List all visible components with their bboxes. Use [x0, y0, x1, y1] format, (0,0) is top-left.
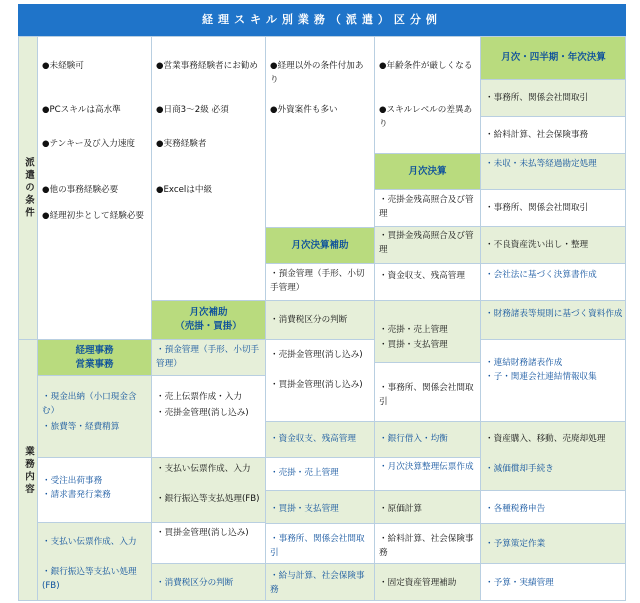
duty-item: ・預金管理（手形、小切手管理）	[156, 345, 260, 369]
duty-cell	[480, 153, 626, 189]
duty-cell	[265, 263, 374, 300]
condition-item: ●経理初歩として経験必要	[42, 211, 145, 221]
duty-cell	[480, 490, 626, 523]
duty-cell	[480, 523, 626, 563]
duty-cell	[374, 421, 480, 457]
condition-item: ●外資案件も多い	[270, 105, 338, 115]
col1-duties-group	[37, 522, 151, 601]
duty-item: ・売掛・売上管理	[270, 468, 339, 478]
condition-item: ●実務経験者	[156, 139, 207, 149]
duty-item: ・予算策定作業	[485, 539, 546, 549]
condition-item: ●スキルレベルの差異あり	[379, 105, 473, 129]
duty-item: ・売掛金管理(消し込み)	[270, 350, 363, 360]
duty-cell	[480, 563, 626, 601]
duty-cell	[480, 263, 626, 300]
duty-item: ・買掛・支払管理	[270, 504, 339, 514]
duty-item: ・売掛・売上管理	[379, 325, 448, 335]
header-monthly-closing: 月次決算	[374, 153, 480, 189]
duty-item: ・旅費等・経費精算	[42, 422, 120, 432]
duty-item: ・預金管理（手形、小切手管理）	[270, 269, 365, 293]
duty-item: ・受注出荷事務	[42, 476, 103, 486]
page	[18, 4, 626, 601]
duty-item: ・買掛・支払管理	[379, 340, 448, 350]
duty-item: ・支払い伝票作成、入力	[42, 537, 137, 547]
duty-item: ・請求書発行業務	[42, 490, 111, 500]
duty-item: ・不良資産洗い出し・整理	[485, 240, 589, 250]
duty-item: ・買掛金管理(消し込み)	[270, 380, 363, 390]
duty-cell	[265, 563, 374, 601]
duty-item: ・連結財務諸表作成	[485, 358, 563, 368]
duty-cell	[374, 189, 480, 226]
col2-conditions	[151, 36, 265, 300]
duty-item: ・給料計算、社会保険事務	[379, 534, 474, 558]
duty-cell	[480, 189, 626, 226]
duty-cell	[265, 300, 374, 339]
conditions-label: 派遣の条件	[18, 36, 37, 339]
duty-cell	[374, 362, 480, 421]
duty-item: ・銀行振込等支払い処理(FB)	[42, 567, 137, 591]
duty-item: ・買掛金管理(消し込み)	[156, 528, 249, 538]
duty-item: ・子・関連会社連結情報収集	[485, 372, 597, 382]
col4-conditions	[374, 36, 480, 153]
duty-item: ・資金収支、残高管理	[379, 271, 465, 281]
duty-cell	[480, 116, 626, 153]
duty-item: ・消費税区分の判断	[156, 578, 234, 588]
duty-cell	[151, 375, 265, 457]
duty-cell	[480, 300, 626, 339]
duty-item: ・銀行振込等支払処理(FB)	[156, 494, 260, 504]
duty-item: ・買掛金残高照合及び管理	[379, 231, 474, 255]
duty-item: ・予算・実績管理	[485, 578, 554, 588]
duty-cell	[151, 563, 265, 601]
duty-item: ・支払い伝票作成、入力	[156, 464, 251, 474]
duty-cell	[480, 226, 626, 263]
duty-cell	[265, 457, 374, 490]
col1-duties-group	[37, 375, 151, 457]
duty-cell	[265, 339, 374, 421]
duty-item: ・事務所、関係会社間取引	[379, 383, 474, 407]
col3-conditions	[265, 36, 374, 227]
duty-item: ・資産購入、移動、売廃却処理	[485, 434, 606, 444]
duty-cell	[265, 421, 374, 457]
duty-cell	[151, 457, 265, 522]
duty-item: ・事務所、関係会社間取引	[485, 203, 589, 213]
duty-item: ・未収・未払等経過勘定処理	[485, 159, 597, 169]
duty-item: ・銀行借入・均衡	[379, 434, 448, 444]
duty-item: ・減価償却手続き	[485, 464, 554, 474]
duty-cell	[480, 421, 626, 490]
duty-cell	[374, 300, 480, 362]
duty-cell	[374, 457, 480, 490]
col1-duties-group	[37, 457, 151, 522]
duty-cell	[374, 226, 480, 263]
duty-cell	[374, 563, 480, 601]
condition-item: ●日商3～2級 必須	[156, 105, 229, 115]
condition-item: ●テンキー及び入力速度	[42, 139, 136, 149]
duty-item: ・資金収支、残高管理	[270, 434, 356, 444]
header-monthly-closing-support: 月次決算補助	[265, 227, 374, 263]
duty-item: ・月次決算整理伝票作成	[379, 462, 474, 472]
duty-item: ・固定資産管理補助	[379, 578, 457, 588]
duty-cell	[151, 339, 265, 375]
duty-item: ・給料計算、社会保険事務	[485, 130, 589, 140]
duty-cell	[480, 79, 626, 116]
duty-cell	[151, 522, 265, 563]
duty-item: ・事務所、関係会社間取引	[485, 93, 589, 103]
duty-item: ・給与計算、社会保険事務	[270, 571, 365, 595]
duty-cell	[374, 263, 480, 300]
duty-item: ・現金出納（小口現金含む）	[42, 392, 137, 416]
duty-cell	[374, 490, 480, 523]
condition-item: ●経理以外の条件付加あり	[270, 61, 364, 85]
duty-item: ・売上伝票作成・入力	[156, 392, 242, 402]
duty-cell	[265, 523, 374, 563]
condition-item: ●未経験可	[42, 61, 84, 71]
condition-item: ●他の事務経験必要	[42, 185, 119, 195]
duty-cell	[374, 523, 480, 563]
header-monthly-support: 月次補助 （売掛・買掛）	[151, 300, 265, 339]
duty-item: ・会社法に基づく決算書作成	[485, 270, 597, 280]
duty-cell	[480, 339, 626, 421]
duties-label: 業務内容	[18, 339, 37, 601]
header-keiri-jimu: 経理事務 営業事務	[37, 339, 151, 375]
header-annual-closing: 月次・四半期・年次決算	[480, 36, 626, 79]
condition-item: ●年齢条件が厳しくなる	[379, 61, 473, 71]
duty-item: ・原価計算	[379, 504, 422, 514]
condition-item: ●営業事務経験者にお勧め	[156, 61, 259, 71]
duty-item: ・各種税務申告	[485, 504, 546, 514]
duty-item: ・売掛金管理(消し込み)	[156, 408, 249, 418]
duty-cell	[265, 490, 374, 523]
duty-item: ・事務所、関係会社間取引	[270, 534, 365, 558]
condition-item: ●PCスキルは高水準	[42, 105, 121, 115]
col1-conditions	[37, 36, 151, 339]
duty-item: ・売掛金残高照合及び管理	[379, 195, 474, 219]
duty-item: ・消費税区分の判断	[270, 315, 348, 325]
duty-item: ・財務諸表等規則に基づく資料作成	[485, 309, 623, 319]
condition-item: ●Excelは中級	[156, 185, 213, 195]
page-title: 経理スキル別業務（派遣）区分例	[18, 4, 626, 36]
